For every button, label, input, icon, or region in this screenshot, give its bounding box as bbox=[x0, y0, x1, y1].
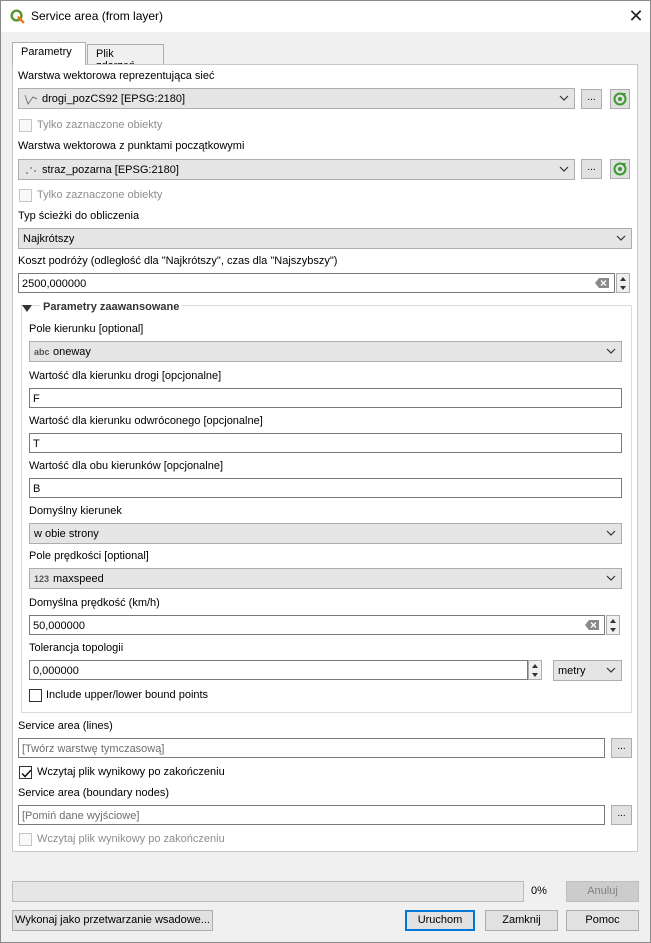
travel-cost-input[interactable] bbox=[18, 273, 615, 293]
spin-down-icon[interactable] bbox=[532, 673, 538, 677]
default-direction-label: Domyślny kierunek bbox=[29, 505, 122, 517]
tolerance-unit-combo[interactable] bbox=[553, 660, 622, 681]
tab-parameters[interactable] bbox=[12, 42, 86, 65]
text-field-icon: abc bbox=[34, 347, 50, 357]
close-button[interactable]: Zamknij bbox=[485, 910, 558, 931]
backward-value-label: Wartość dla kierunku odwróconego [opcjonalne] bbox=[29, 415, 263, 427]
start-points-selected-only-label: Tylko zaznaczone obiekty bbox=[37, 189, 163, 201]
spin-down-icon[interactable] bbox=[620, 286, 626, 290]
chevron-down-icon bbox=[605, 664, 617, 676]
forward-value-text: F bbox=[33, 393, 40, 405]
travel-cost-value: 2500,000000 bbox=[22, 278, 87, 290]
iterate-icon[interactable] bbox=[610, 159, 630, 179]
default-speed-value: 50,000000 bbox=[33, 620, 85, 632]
open-lines-label: Wczytaj plik wynikowy po zakończeniu bbox=[37, 766, 225, 778]
chevron-down-icon bbox=[605, 345, 617, 357]
backward-value-text: T bbox=[33, 438, 40, 450]
tab-log[interactable] bbox=[87, 44, 164, 65]
advanced-group-title[interactable]: Parametry zaawansowane bbox=[40, 301, 182, 313]
speed-field-label: Pole prędkości [optional] bbox=[29, 550, 149, 562]
output-lines-placeholder: [Twórz warstwę tymczasową] bbox=[22, 743, 165, 755]
start-points-browse-button[interactable]: ... bbox=[581, 159, 602, 179]
forward-value-input[interactable] bbox=[29, 388, 622, 408]
close-icon[interactable]: ✕ bbox=[628, 6, 644, 26]
default-direction-value: w obie strony bbox=[34, 528, 99, 540]
network-layer-combo[interactable] bbox=[18, 88, 575, 109]
network-layer-browse-button[interactable]: ... bbox=[581, 89, 602, 109]
tolerance-spinner[interactable] bbox=[528, 660, 542, 680]
direction-field-label: Pole kierunku [optional] bbox=[29, 323, 144, 335]
window-title: Service area (from layer) bbox=[31, 9, 164, 23]
open-nodes-label: Wczytaj plik wynikowy po zakończeniu bbox=[37, 833, 225, 845]
line-layer-icon bbox=[24, 93, 38, 105]
output-nodes-placeholder: [Pomiń dane wyjściowe] bbox=[22, 810, 140, 822]
chevron-down-icon bbox=[615, 232, 627, 244]
travel-cost-spinner[interactable] bbox=[616, 273, 630, 293]
include-bounds-label: Include upper/lower bound points bbox=[46, 689, 209, 701]
speed-field-value: maxspeed bbox=[53, 573, 104, 585]
path-type-label: Typ ścieżki do obliczenia bbox=[18, 210, 140, 222]
tolerance-label: Tolerancja topologii bbox=[29, 642, 124, 654]
output-lines-label: Service area (lines) bbox=[18, 720, 113, 732]
network-selected-only-checkbox[interactable] bbox=[19, 119, 32, 132]
default-speed-label: Domyślna prędkość (km/h) bbox=[29, 597, 160, 609]
tolerance-input[interactable] bbox=[29, 660, 528, 680]
spin-down-icon[interactable] bbox=[610, 628, 616, 632]
default-speed-input[interactable] bbox=[29, 615, 605, 635]
tolerance-unit-value: metry bbox=[558, 665, 586, 677]
batch-process-button[interactable]: Wykonaj jako przetwarzanie wsadowe... bbox=[12, 910, 213, 931]
start-points-layer-combo[interactable] bbox=[18, 159, 575, 180]
default-speed-spinner[interactable] bbox=[606, 615, 620, 635]
both-value-label: Wartość dla obu kierunków [opcjonalne] bbox=[29, 460, 224, 472]
start-points-layer-label: Warstwa wektorowa z punktami początkowymi bbox=[18, 140, 245, 152]
numeric-field-icon: 123 bbox=[34, 574, 50, 584]
open-nodes-checkbox[interactable] bbox=[19, 833, 32, 846]
default-direction-combo[interactable] bbox=[29, 523, 622, 544]
both-value-input[interactable] bbox=[29, 478, 622, 498]
output-lines-input[interactable] bbox=[18, 738, 605, 758]
network-layer-label: Warstwa wektorowa reprezentująca sieć bbox=[18, 70, 215, 82]
speed-field-combo[interactable] bbox=[29, 568, 622, 589]
start-points-selected-only-checkbox[interactable] bbox=[19, 189, 32, 202]
point-layer-icon bbox=[24, 164, 38, 176]
spin-up-icon[interactable] bbox=[620, 277, 626, 281]
progress-percent: 0% bbox=[531, 885, 547, 897]
spin-up-icon[interactable] bbox=[532, 664, 538, 668]
output-nodes-browse-button[interactable]: ... bbox=[611, 805, 632, 825]
path-type-value: Najkrótszy bbox=[23, 233, 75, 245]
path-type-combo[interactable] bbox=[18, 228, 632, 249]
chevron-down-icon bbox=[558, 163, 570, 175]
backward-value-input[interactable] bbox=[29, 433, 622, 453]
cancel-button[interactable]: Anuluj bbox=[566, 881, 639, 902]
network-selected-only-label: Tylko zaznaczone obiekty bbox=[37, 119, 163, 131]
both-value-text: B bbox=[33, 483, 41, 495]
clear-icon[interactable] bbox=[595, 278, 609, 288]
output-nodes-input[interactable] bbox=[18, 805, 605, 825]
tolerance-value: 0,000000 bbox=[33, 665, 79, 677]
direction-field-combo[interactable] bbox=[29, 341, 622, 362]
checkmark-icon bbox=[20, 767, 33, 780]
help-button[interactable]: Pomoc bbox=[566, 910, 639, 931]
output-nodes-label: Service area (boundary nodes) bbox=[18, 787, 170, 799]
tab-log-label: Plik bbox=[96, 48, 114, 60]
chevron-down-icon bbox=[605, 527, 617, 539]
output-lines-browse-button[interactable]: ... bbox=[611, 738, 632, 758]
title-bar bbox=[1, 1, 650, 32]
start-points-layer-value: straz_pozarna [EPSG:2180] bbox=[42, 164, 179, 176]
chevron-down-icon bbox=[558, 92, 570, 104]
qgis-logo-icon bbox=[10, 9, 25, 24]
collapse-triangle-icon[interactable] bbox=[21, 304, 33, 314]
tab-parameters-label: Parametry bbox=[21, 46, 72, 58]
direction-field-value: oneway bbox=[53, 346, 91, 358]
include-bounds-checkbox[interactable] bbox=[29, 689, 42, 702]
spin-up-icon[interactable] bbox=[610, 619, 616, 623]
clear-icon[interactable] bbox=[585, 620, 599, 630]
chevron-down-icon bbox=[605, 572, 617, 584]
open-lines-checkbox[interactable] bbox=[19, 766, 32, 779]
iterate-icon[interactable] bbox=[610, 89, 630, 109]
forward-value-label: Wartość dla kierunku drogi [opcjonalne] bbox=[29, 370, 222, 382]
run-button[interactable]: Uruchom bbox=[405, 910, 475, 931]
progress-bar bbox=[12, 881, 524, 902]
travel-cost-label: Koszt podróży (odległość dla "Najkrótszy", czas dla "Najszybszy") bbox=[18, 255, 338, 267]
network-layer-value: drogi_pozCS92 [EPSG:2180] bbox=[42, 93, 186, 105]
